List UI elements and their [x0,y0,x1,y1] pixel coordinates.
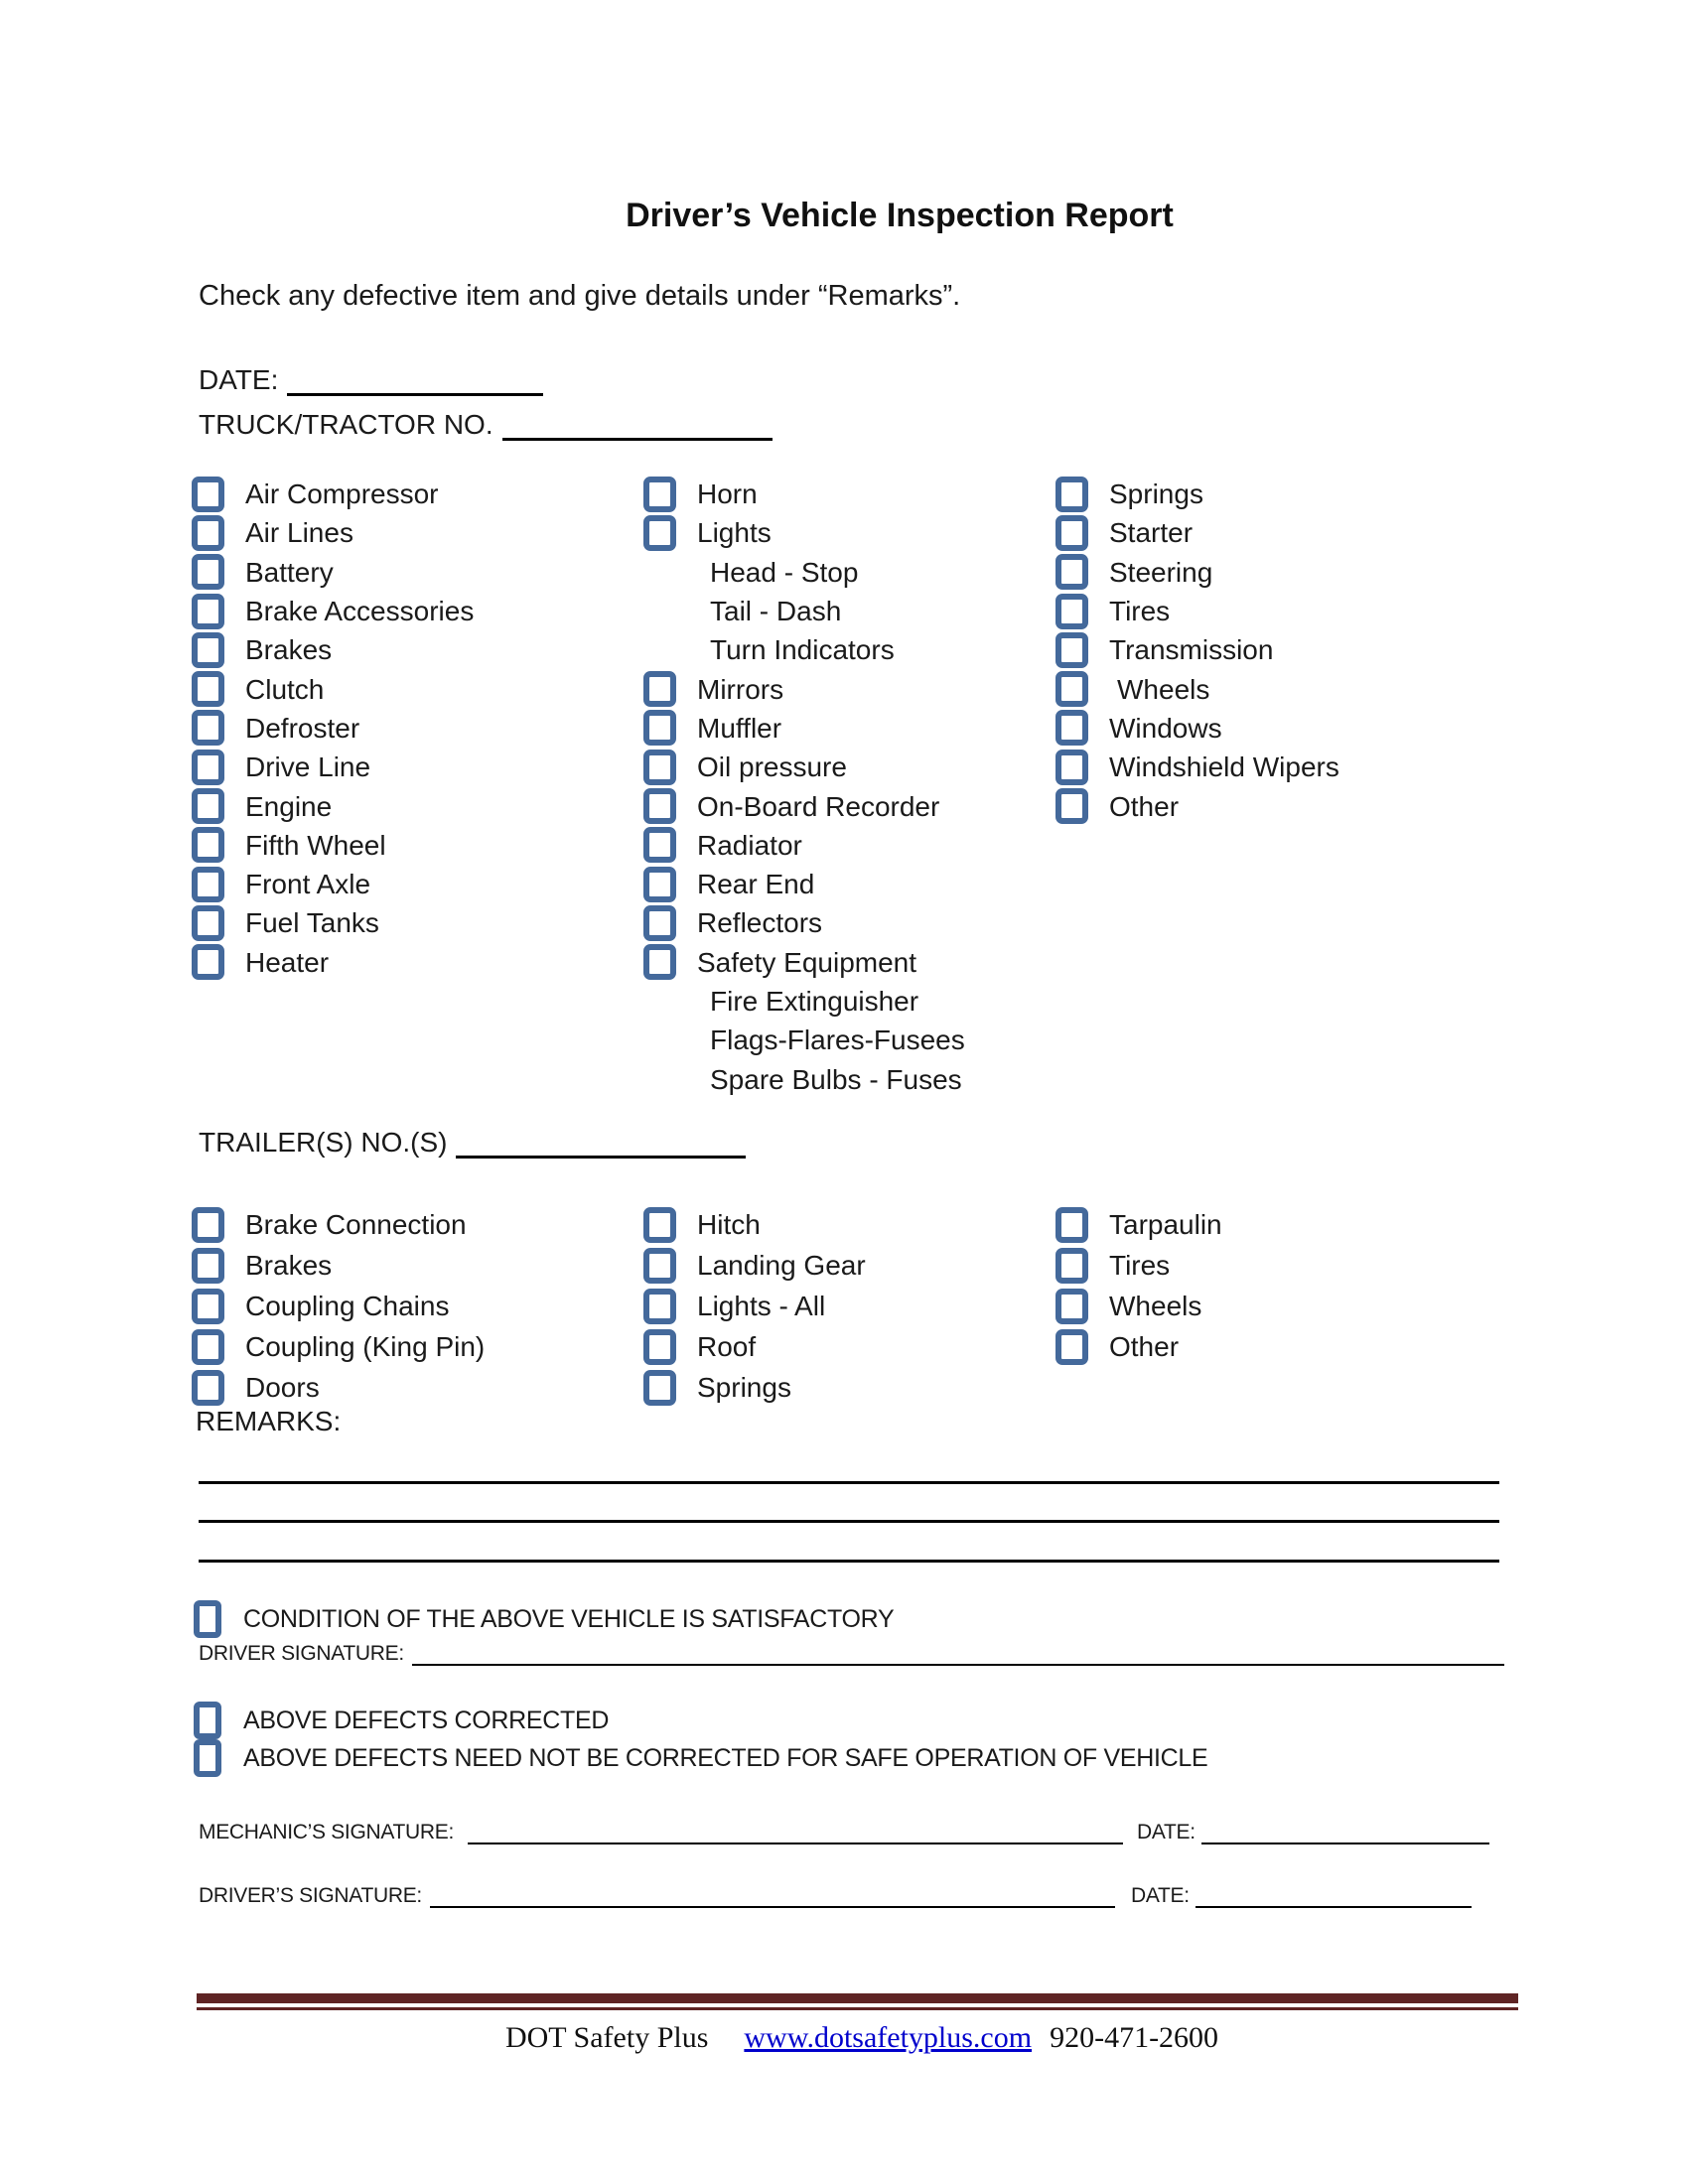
item-label: Flags-Flares-Fusees [710,1024,965,1056]
item-label: Safety Equipment [697,946,917,978]
item-checkbox[interactable] [643,671,676,707]
item-checkbox[interactable] [192,554,224,590]
item-label: Lights - All [697,1291,826,1321]
remarks-line-3[interactable] [199,1560,1499,1563]
item-checkbox[interactable] [192,710,224,746]
checklist-item [192,1286,485,1326]
checklist-item [643,1326,866,1367]
driver-signature-blank-line[interactable] [412,1640,1504,1666]
item-checkbox[interactable] [643,750,676,785]
item-checkbox[interactable] [192,867,224,902]
mechanic-date-blank-line[interactable] [1201,1819,1489,1844]
drivers-date-blank-line[interactable] [1196,1882,1472,1908]
item-label: Spare Bulbs - Fuses [710,1063,962,1095]
vehicle-checklist-column-3 [1055,475,1339,826]
checklist-item [1055,1286,1222,1326]
checklist-item [1055,748,1339,786]
mechanic-signature-blank-line[interactable] [468,1819,1123,1844]
checklist-item [192,709,474,748]
item-checkbox[interactable] [643,905,676,941]
item-label: Brakes [245,1250,333,1281]
remarks-line-2[interactable] [199,1520,1499,1523]
mechanic-signature-label: MECHANIC’S SIGNATURE: [199,1821,455,1843]
item-checkbox[interactable] [643,1207,676,1243]
checklist-item [192,513,474,552]
item-label: Defroster [245,712,360,744]
item-label: Battery [245,556,334,588]
item-label: Engine [245,790,333,822]
trailer-number-blank-line[interactable] [456,1126,746,1159]
item-checkbox[interactable] [1055,750,1088,785]
item-checkbox[interactable] [192,477,224,512]
item-checkbox[interactable] [643,827,676,863]
checklist-item [192,592,474,630]
checklist-item [192,943,474,982]
checklist-item [643,748,965,786]
truck-number-label: TRUCK/TRACTOR NO. [199,409,493,440]
checklist-item [192,865,474,903]
item-label: Brake Connection [245,1209,467,1240]
item-checkbox[interactable] [643,1370,676,1406]
checklist-item [1055,1204,1222,1245]
item-label: Coupling Chains [245,1291,450,1321]
defects-not-needed-label: ABOVE DEFECTS NEED NOT BE CORRECTED FOR SAFE OPERATION OF VEHICLE [243,1743,1208,1772]
checklist-item [643,709,965,748]
checklist-item [1055,553,1339,592]
item-label: Wheels [1117,673,1210,705]
checklist-item [192,1326,485,1367]
page-title: Driver’s Vehicle Inspection Report [626,197,1174,234]
item-label: Fuel Tanks [245,907,379,939]
item-checkbox[interactable] [643,788,676,824]
checklist-item [643,865,965,903]
driver-signature-field [199,1640,1504,1666]
checklist-item [643,669,965,708]
checklist-item [192,903,474,942]
condition-satisfactory-row [194,1600,894,1638]
trailer-number-field [199,1126,746,1159]
item-checkbox[interactable] [643,477,676,512]
item-label: Lights [697,517,772,549]
item-label: Front Axle [245,869,371,900]
remarks-line-1[interactable] [199,1481,1499,1484]
checklist-item [192,826,474,865]
vehicle-checklist-column-2 [643,475,965,1099]
checklist-item [192,630,474,669]
footer-url-link[interactable]: www.dotsafetyplus.com [744,2021,1033,2054]
item-checkbox[interactable] [1055,632,1088,668]
checklist-item [643,903,965,942]
mechanic-signature-field [199,1819,1489,1844]
checklist-item [1055,1326,1222,1367]
footer-rule-thin [197,2007,1518,2010]
item-label: Tires [1109,596,1171,627]
checklist-subitem [643,630,965,669]
item-label: Tires [1109,1250,1171,1281]
item-checkbox[interactable] [192,515,224,551]
item-label: Coupling (King Pin) [245,1331,486,1362]
footer-brand: DOT Safety Plus [504,2021,709,2054]
item-label: Windows [1109,712,1222,744]
item-label: Brake Accessories [245,596,475,627]
item-label: Other [1109,1331,1180,1362]
item-checkbox[interactable] [192,788,224,824]
checklist-item [643,1286,866,1326]
checklist-subitem [643,1059,965,1098]
checklist-item [643,786,965,825]
checklist-item [192,1245,485,1286]
checklist-subitem [643,592,965,630]
item-checkbox[interactable] [643,944,676,980]
trailer-checklist-column-1 [192,1204,485,1408]
checklist-item [643,943,965,982]
checklist-item [192,1204,485,1245]
checklist-item [1055,475,1339,513]
checklist-subitem [643,982,965,1021]
condition-satisfactory-checkbox[interactable] [194,1600,221,1638]
item-label: Transmission [1109,634,1274,666]
defects-corrected-label: ABOVE DEFECTS CORRECTED [243,1706,610,1734]
item-label: Air Lines [245,517,353,549]
checklist-item [192,669,474,708]
checklist-subitem [643,1021,965,1059]
defects-corrected-row [194,1702,609,1739]
item-checkbox[interactable] [643,710,676,746]
item-label: Hitch [697,1209,761,1240]
item-label: Wheels [1109,1291,1202,1321]
trailer-checklist-column-2 [643,1204,866,1408]
checklist-item [1055,709,1339,748]
item-checkbox[interactable] [643,1289,676,1324]
item-label: Other [1109,790,1180,822]
item-checkbox[interactable] [192,827,224,863]
defects-corrected-checkbox[interactable] [194,1702,221,1739]
item-checkbox[interactable] [1055,1289,1088,1324]
item-label: Horn [697,478,758,510]
trailer-checklist-column-3 [1055,1204,1222,1367]
item-checkbox[interactable] [1055,554,1088,590]
vehicle-checklist-column-1 [192,475,474,982]
drivers-signature-field [199,1882,1472,1908]
item-checkbox[interactable] [1055,477,1088,512]
checklist-item [1055,1245,1222,1286]
item-label: Mirrors [697,673,784,705]
item-checkbox[interactable] [192,905,224,941]
item-checkbox[interactable] [192,594,224,629]
mechanic-date-label: DATE: [1137,1821,1196,1843]
checklist-item [192,748,474,786]
item-checkbox[interactable] [1055,1248,1088,1284]
defects-not-needed-checkbox[interactable] [194,1739,221,1777]
remarks-label: REMARKS: [196,1406,342,1436]
item-label: Springs [1109,478,1203,510]
item-label: Tail - Dash [710,596,842,627]
driver-signature-label: DRIVER SIGNATURE: [199,1642,404,1665]
item-checkbox[interactable] [1055,788,1088,824]
checklist-item [192,475,474,513]
item-checkbox[interactable] [1055,1329,1088,1365]
footer-phone: 920-471-2600 [1050,2021,1219,2054]
item-label: Roof [697,1331,757,1362]
item-checkbox[interactable] [192,1248,224,1284]
item-checkbox[interactable] [643,1248,676,1284]
footer-rule-thick [197,1993,1518,2003]
item-label: Air Compressor [245,478,439,510]
checklist-item [643,1245,866,1286]
item-label: Drive Line [245,751,371,783]
date-field [199,363,543,396]
checklist-item [643,826,965,865]
item-label: Reflectors [697,907,823,939]
drivers-signature-blank-line[interactable] [430,1882,1115,1908]
item-checkbox[interactable] [1055,671,1088,707]
checklist-item [192,786,474,825]
item-label: Rear End [697,869,815,900]
checklist-item [643,475,965,513]
item-label: Windshield Wipers [1109,751,1339,783]
item-label: Springs [697,1372,791,1403]
item-label: Muffler [697,712,782,744]
item-label: Radiator [697,829,802,861]
footer [36,2021,1688,2055]
checklist-item [1055,513,1339,552]
item-label: Oil pressure [697,751,847,783]
checklist-item [1055,786,1339,825]
date-label: DATE: [199,364,279,395]
truck-number-field [199,408,773,441]
item-checkbox[interactable] [192,632,224,668]
truck-number-blank-line[interactable] [502,408,773,441]
item-checkbox[interactable] [192,944,224,980]
defects-not-needed-row [194,1739,1207,1777]
item-checkbox[interactable] [643,515,676,551]
item-label: Head - Stop [710,556,859,588]
checklist-item [192,1367,485,1408]
item-checkbox[interactable] [1055,594,1088,629]
item-label: Steering [1109,556,1213,588]
item-checkbox[interactable] [643,867,676,902]
item-checkbox[interactable] [192,1329,224,1365]
date-blank-line[interactable] [287,363,543,396]
checklist-item [1055,630,1339,669]
item-label: Brakes [245,634,333,666]
item-label: Clutch [245,673,325,705]
item-checkbox[interactable] [1055,515,1088,551]
checklist-item [643,513,965,552]
checklist-item [192,553,474,592]
item-label: Tarpaulin [1109,1209,1222,1240]
item-checkbox[interactable] [192,1289,224,1324]
checklist-item [1055,669,1339,708]
checklist-item [1055,592,1339,630]
checklist-subitem [643,553,965,592]
checklist-item [643,1367,866,1408]
checklist-item [643,1204,866,1245]
item-label: Fifth Wheel [245,829,386,861]
item-checkbox[interactable] [192,1370,224,1406]
item-checkbox[interactable] [192,671,224,707]
item-label: On-Board Recorder [697,790,940,822]
item-checkbox[interactable] [1055,1207,1088,1243]
item-label: Turn Indicators [710,634,895,666]
item-label: Doors [245,1372,320,1403]
trailer-number-label: TRAILER(S) NO.(S) [199,1127,448,1158]
item-label: Fire Extinguisher [710,986,919,1017]
condition-satisfactory-label: CONDITION OF THE ABOVE VEHICLE IS SATISFACTORY [243,1604,895,1633]
item-label: Starter [1109,517,1194,549]
instruction-text: Check any defective item and give details under “Remarks”. [199,280,961,312]
drivers-date-label: DATE: [1130,1884,1190,1907]
item-checkbox[interactable] [192,1207,224,1243]
drivers-signature-label: DRIVER’S SIGNATURE: [199,1884,422,1907]
item-label: Heater [245,946,330,978]
item-checkbox[interactable] [1055,710,1088,746]
item-checkbox[interactable] [643,1329,676,1365]
item-label: Landing Gear [697,1250,866,1281]
item-checkbox[interactable] [192,750,224,785]
